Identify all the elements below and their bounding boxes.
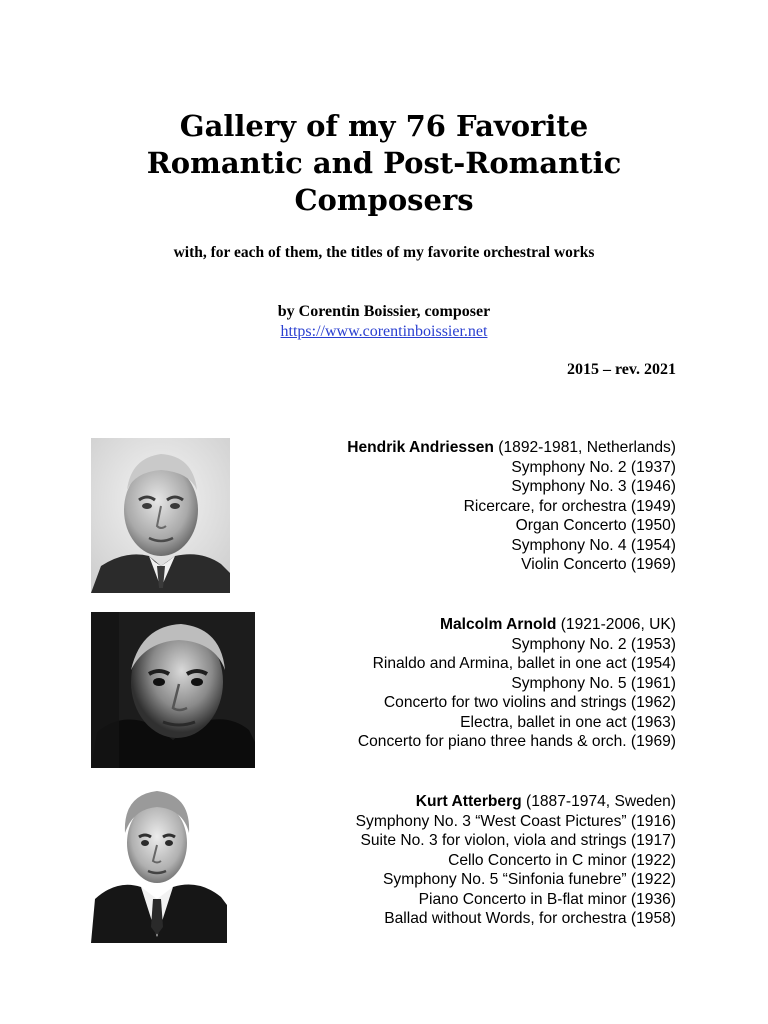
work-item: Symphony No. 4 (1954): [511, 536, 676, 554]
title-line-3: Composers: [294, 183, 474, 217]
work-item: Concerto for two violins and strings (1962): [383, 694, 676, 711]
work-item: Piano Concerto in B-flat minor (1936): [418, 890, 676, 908]
work-item: Symphony No. 5 (1961): [511, 674, 676, 692]
work-item: Symphony No. 3 (1946): [511, 478, 676, 495]
composer-entry-arnold: [358, 615, 676, 752]
work-item: Symphony No. 5 “Sinfonia funebre” (1922): [383, 871, 676, 888]
work-item: Ricercare, for orchestra (1949): [463, 497, 676, 515]
composer-entry-atterberg: [356, 792, 676, 929]
work-item: Organ Concerto (1950): [515, 517, 676, 534]
website-link[interactable]: https://www.corentinboissier.net: [280, 323, 488, 340]
composer-name: Kurt Atterberg: [415, 793, 522, 810]
portrait-image: [91, 612, 255, 768]
work-item: Ballad without Words, for orchestra (1958): [384, 910, 676, 927]
work-item: Symphony No. 3 “West Coast Pictures” (1916): [355, 812, 676, 830]
composer-details: (1921-2006, UK): [556, 616, 676, 633]
composer-heading: [356, 792, 676, 812]
composer-heading: [347, 438, 676, 458]
work-item: Violin Concerto (1969): [521, 556, 676, 573]
title-line-2: Romantic and Post-Romantic: [146, 146, 622, 180]
composer-photo-arnold: [91, 612, 255, 768]
revision-date: 2015 – rev. 2021: [566, 361, 676, 378]
composer-details: (1892-1981, Netherlands): [493, 439, 676, 456]
work-item: Symphony No. 2 (1937): [511, 458, 676, 476]
composer-name: Hendrik Andriessen: [347, 439, 494, 456]
composer-heading: [358, 615, 676, 635]
portrait-image: [91, 438, 230, 593]
work-item: Rinaldo and Armina, ballet in one act (1954): [372, 655, 676, 672]
work-item: Symphony No. 2 (1953): [511, 635, 676, 653]
composer-name: Malcolm Arnold: [439, 616, 557, 633]
composer-photo-atterberg: [91, 787, 227, 943]
title-line-1: Gallery of my 76 Favorite: [179, 109, 589, 143]
page-subtitle: with, for each of them, the titles of my favorite orchestral works: [173, 244, 595, 261]
work-item: Concerto for piano three hands & orch. (1969): [357, 733, 676, 750]
author-line: by Corentin Boissier, composer: [277, 303, 491, 320]
composer-photo-andriessen: [91, 438, 230, 593]
page-title: [84, 108, 684, 219]
portrait-image: [91, 787, 227, 943]
work-item: Electra, ballet in one act (1963): [460, 713, 676, 731]
byline: [184, 302, 584, 342]
work-item: Cello Concerto in C minor (1922): [448, 851, 676, 869]
work-item: Suite No. 3 for violon, viola and strings (1917): [360, 832, 676, 849]
composer-details: (1887-1974, Sweden): [521, 793, 676, 810]
composer-entry-andriessen: [347, 438, 676, 575]
